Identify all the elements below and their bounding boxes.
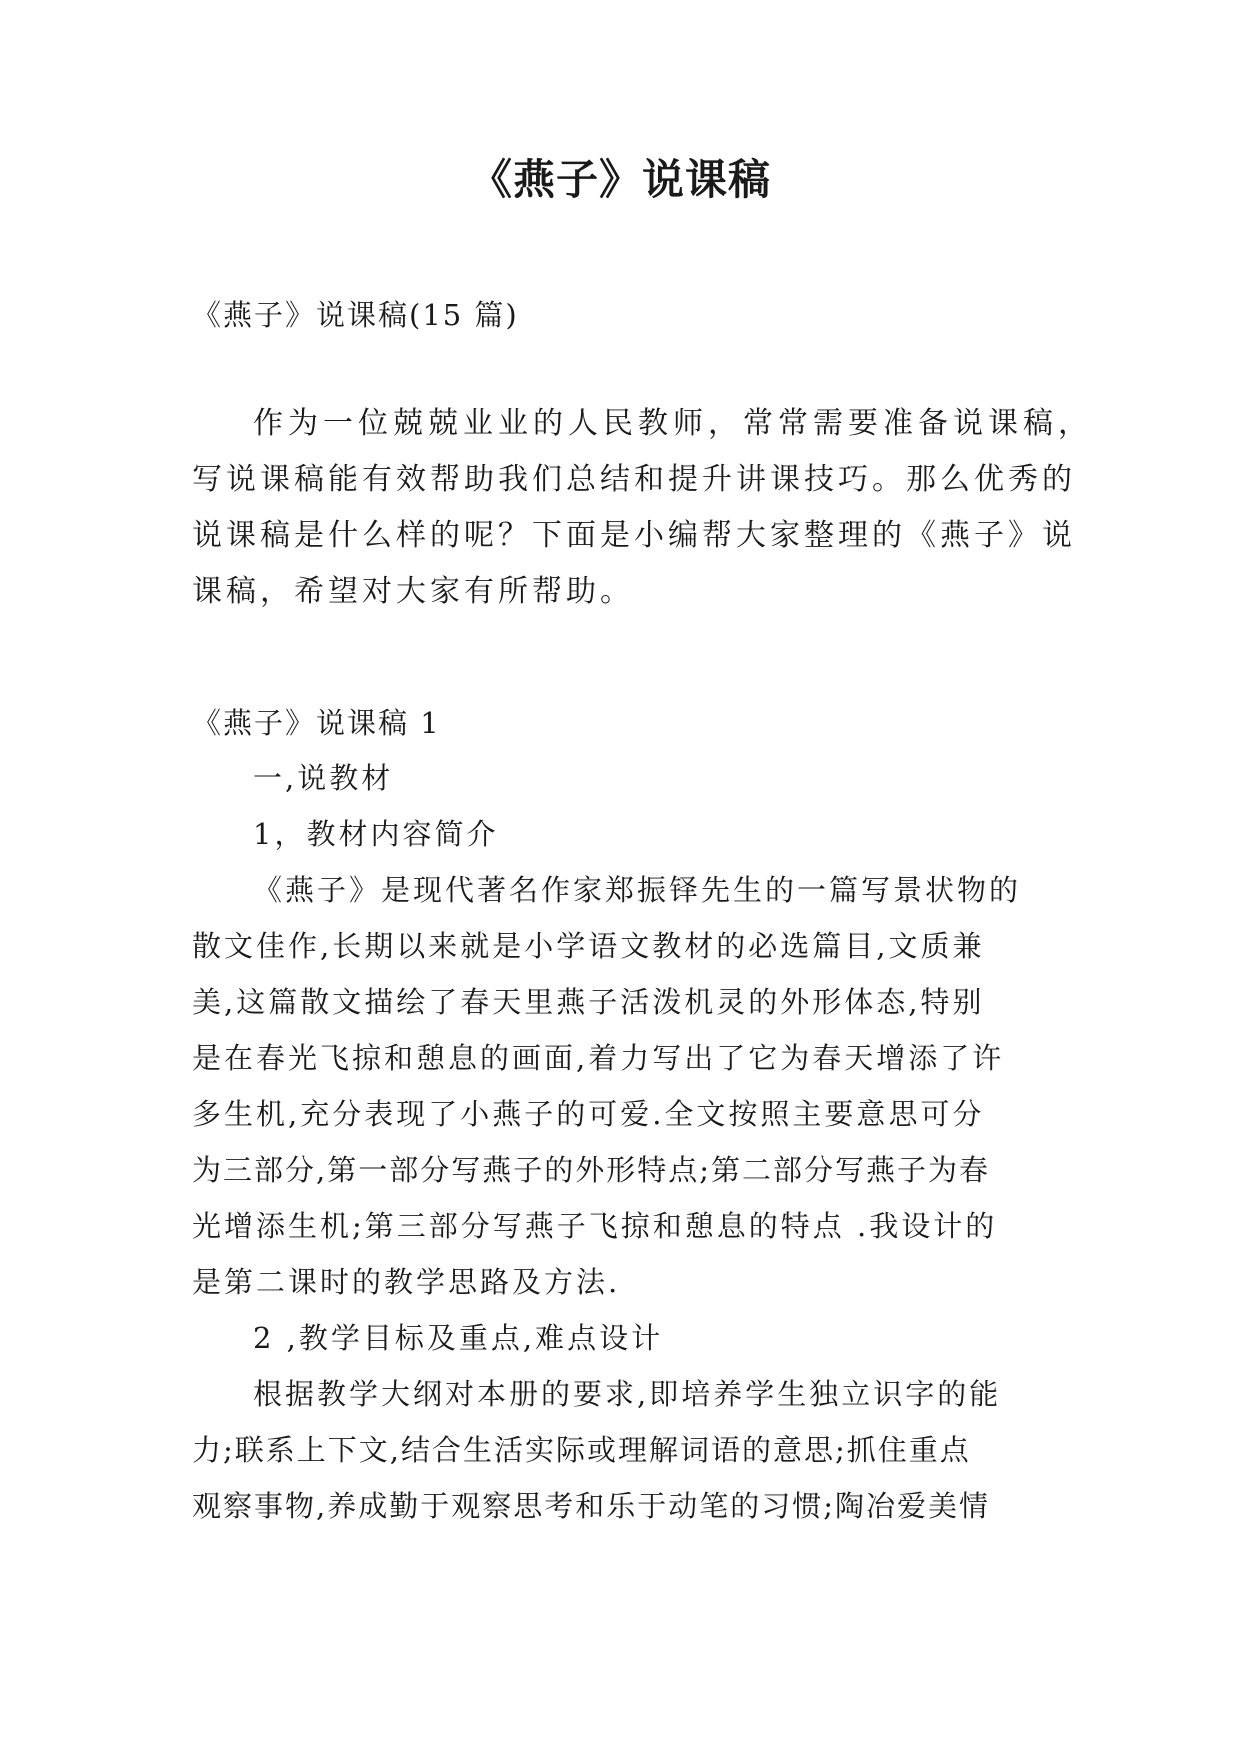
paragraph-line: 观察事物,养成勤于观察思考和乐于动笔的习惯;陶冶爱美情 [192,1489,990,1523]
intro-line: 课稿，希望对大家有所帮助。 [192,574,634,609]
paragraph-line: 散文佳作,长期以来就是小学语文教材的必选篇目,文质兼 [192,929,985,963]
paragraph-line: 《燕子》是现代著名作家郑振铎先生的一篇写景状物的 [253,873,1022,907]
document-subtitle: 《燕子》说课稿(15 篇) [192,298,519,332]
paragraph-line: 为三部分,第一部分写燕子的外形特点;第二部分写燕子为春 [192,1153,990,1187]
heading-1-2: 2 ,教学目标及重点,难点设计 [253,1321,664,1355]
section-title: 《燕子》说课稿 1 [192,706,441,740]
heading-1: 一,说教材 [253,761,394,795]
paragraph-line: 美,这篇散文描绘了春天里燕子活泼机灵的外形体态,特别 [192,985,985,1019]
intro-line: 说课稿是什么样的呢？下面是小编帮大家整理的《燕子》说 [192,518,1076,553]
intro-line: 作为一位兢兢业业的人民教师，常常需要准备说课稿， [253,406,1093,441]
paragraph-line: 多生机,充分表现了小燕子的可爱.全文按照主要意思可分 [192,1097,985,1131]
heading-1-1: 1，教材内容简介 [253,817,499,851]
paragraph-line: 是第二课时的教学思路及方法. [192,1265,621,1299]
paragraph-line: 力;联系上下文,结合生活实际或理解词语的意思;抓住重点 [192,1433,971,1467]
intro-line: 写说课稿能有效帮助我们总结和提升讲课技巧。那么优秀的 [192,462,1076,497]
paragraph-line: 根据教学大纲对本册的要求,即培养学生独立识字的能 [253,1377,1002,1411]
paragraph-line: 光增添生机;第三部分写燕子飞掠和憩息的特点 .我设计的 [192,1209,998,1243]
document-title: 《燕子》说课稿 [469,155,771,204]
paragraph-line: 是在春光飞掠和憩息的画面,着力写出了它为春天增添了许 [192,1041,1005,1075]
